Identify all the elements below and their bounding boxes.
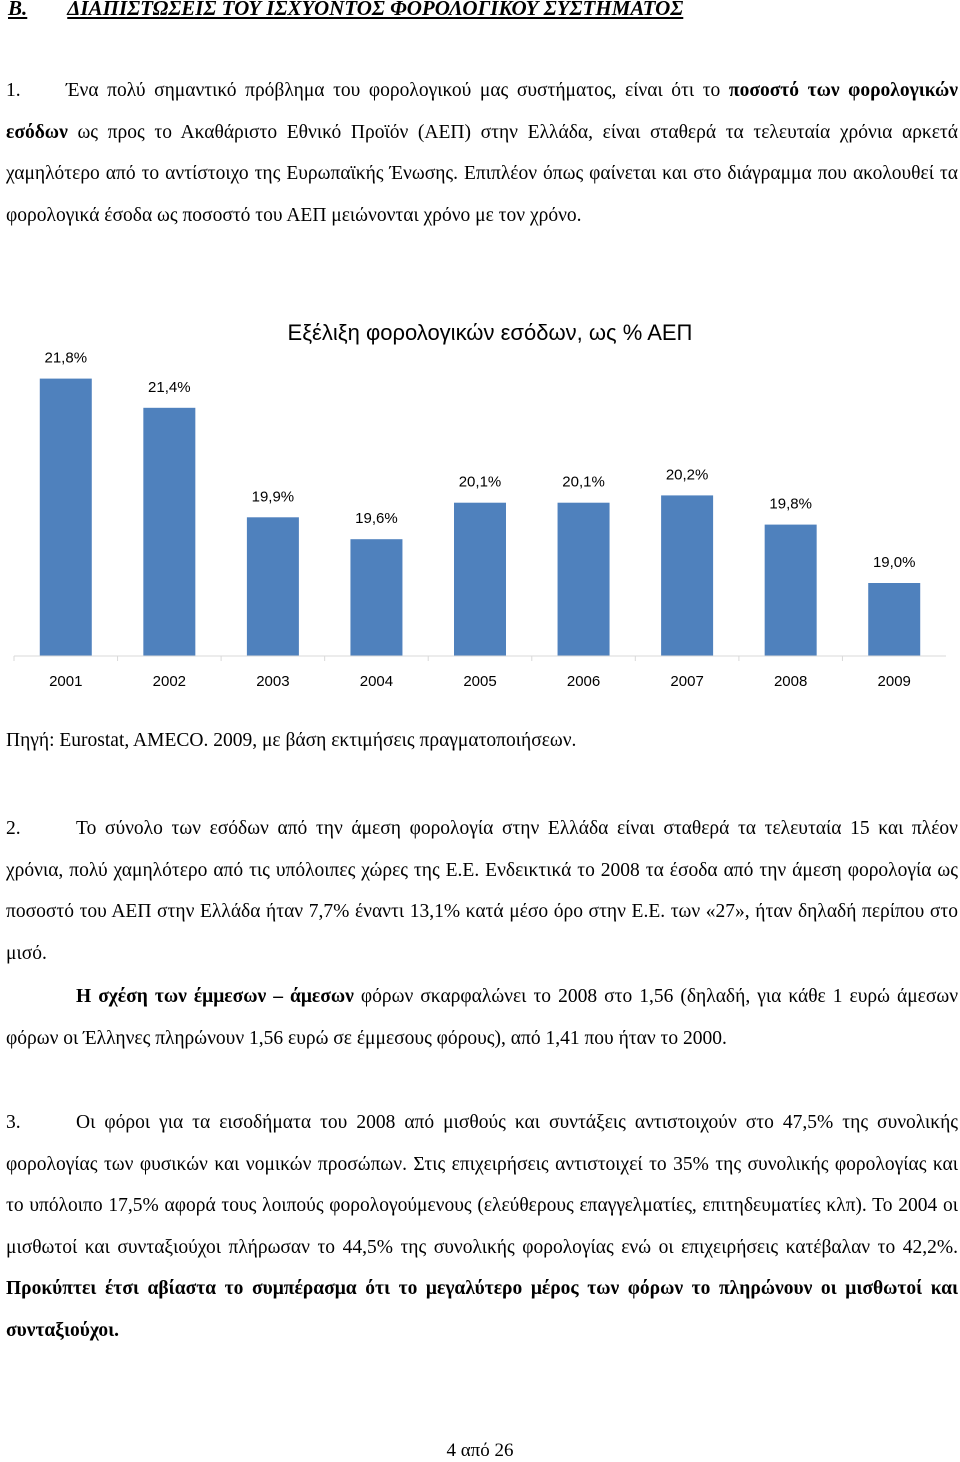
bar-2005	[454, 503, 506, 656]
bar-2006	[558, 503, 610, 656]
paragraph-text: ως προς το Ακαθάριστο Εθνικό Προϊόν (ΑΕΠ) στην Ελλάδα, είναι σταθερά τα τελευταία χρόνια αρκετά χαμηλότερο από το αντίστοιχο της Ευρωπαϊκής Ένωσης. Επιπλέον όπως φαίνεται και στο διάγραμμα που ακολουθεί τα φορολογικά έσοδα ως ποσοστό του ΑΕΠ μειώνονται χρόνο με τον χρόνο.	[6, 121, 958, 226]
bar-2001	[40, 379, 92, 656]
paragraph-1	[6, 70, 958, 236]
paragraph-3	[6, 976, 958, 1059]
paragraph-bold-text: Η σχέση των έμμεσων – άμεσων	[76, 986, 354, 1007]
tax-revenue-bar-chart	[0, 300, 960, 720]
x-tick-label-2008: 2008	[773, 673, 808, 690]
x-tick-label-2002: 2002	[152, 673, 187, 690]
paragraph-number: 1.	[6, 80, 21, 101]
data-label-2002: 21,4%	[148, 378, 191, 396]
paragraph-number: 2.	[6, 818, 21, 839]
x-tick-label-2003: 2003	[256, 673, 290, 690]
data-label-2003: 19,9%	[251, 488, 295, 506]
bar-2002	[143, 408, 195, 656]
page-number: 4 από 26	[446, 1440, 514, 1461]
bar-2009	[868, 583, 920, 656]
x-tick-label-2005: 2005	[463, 673, 497, 690]
chart-source-note: Πηγή: Eurostat, AMECO. 2009, με βάση εκτιμήσεις πραγματοποιήσεων.	[6, 730, 577, 751]
paragraph-text: Το σύνολο των εσόδων από την άμεση φορολογία στην Ελλάδα είναι σταθερά τα τελευταία 15 και πλέον χρόνια, πολύ χαμηλότερο από τις υπόλοιπες χώρες της Ε.Ε. Ενδεικτικά το 2008 τα έσοδα από την άμεση φορολογία ως ποσοστό του ΑΕΠ στην Ελλάδα ήταν 7,7% έναντι 13,1% κατά μέσο όρο στην Ε.Ε. των «27», ήταν δηλαδή περίπου στο μισό.	[6, 818, 958, 964]
data-label-2006: 20,1%	[562, 473, 605, 491]
data-label-2007: 20,2%	[665, 466, 709, 484]
data-label-2004: 19,6%	[355, 510, 398, 528]
bar-2008	[765, 525, 817, 656]
paragraph-bold-text: ποσοστό των φορολογικών εσόδων	[6, 80, 959, 143]
x-tick-label-2007: 2007	[670, 673, 704, 690]
x-tick-label-2004: 2004	[359, 673, 394, 690]
paragraph-2	[6, 808, 958, 974]
section-letter: B.	[8, 0, 28, 20]
bar-2004	[350, 539, 402, 656]
x-tick-label-2001: 2001	[49, 673, 83, 690]
bar-2007	[661, 495, 713, 656]
data-label-2009: 19,0%	[872, 554, 916, 571]
paragraph-number: 3.	[6, 1112, 21, 1133]
paragraph-bold-text: Προκύπτει έτσι αβίαστα το συμπέρασμα ότι το μεγαλύτερο μέρος των φόρων το πληρώνουν οι μισθωτοί και συνταξιούχοι.	[6, 1278, 958, 1341]
section-heading	[8, 0, 683, 21]
data-label-2005: 20,1%	[458, 473, 502, 491]
paragraph-text: Οι φόροι για τα εισοδήματα του 2008 από μισθούς και συντάξεις αντιστοιχούν στο 47,5% της συνολικής φορολογίας των φυσικών και νομικών προσώπων. Στις επιχειρήσεις αντιστοιχεί το 35% της συνολικής φορολογίας και το υπόλοιπο 17,5% αφορά τους λοιπούς φορολογούμενους (ελεύθερους επαγγελματίες, επιτηδευματίες κλπ). Το 2004 οι μισθωτοί και συνταξιούχοι πλήρωσαν το 44,5% της συνολικής φορολογίας ενώ οι επιχειρήσεις κατέβαλαν το 42,2%.	[6, 1112, 958, 1258]
section-title: ΔΙΑΠΙΣΤΩΣΕΙΣ ΤΟΥ ΙΣΧΥΟΝΤΟΣ ΦΟΡΟΛΟΓΙΚΟΥ ΣΥΣΤΗΜΑΤΟΣ	[67, 0, 684, 20]
data-label-2001: 21,8%	[44, 349, 88, 367]
x-tick-label-2009: 2009	[877, 673, 911, 690]
bar-2003	[247, 517, 299, 656]
data-label-2008: 19,8%	[769, 495, 812, 513]
x-tick-label-2006: 2006	[566, 673, 601, 690]
paragraph-text: φόρων σκαρφαλώνει το 2008 στο 1,56 (δηλαδή, για κάθε 1 ευρώ άμεσων φόρων οι Έλληνες πληρώνουν 1,56 ευρώ σε έμμεσους φόρους), από 1,41 που ήταν το 2000.	[6, 986, 959, 1049]
paragraph-4	[6, 1102, 958, 1351]
chart-title: Εξέλιξη φορολογικών εσόδων, ως % ΑΕΠ	[287, 320, 693, 345]
paragraph-text: Ένα πολύ σημαντικό πρόβλημα του φορολογικού μας συστήματος, είναι ότι το	[66, 80, 729, 101]
